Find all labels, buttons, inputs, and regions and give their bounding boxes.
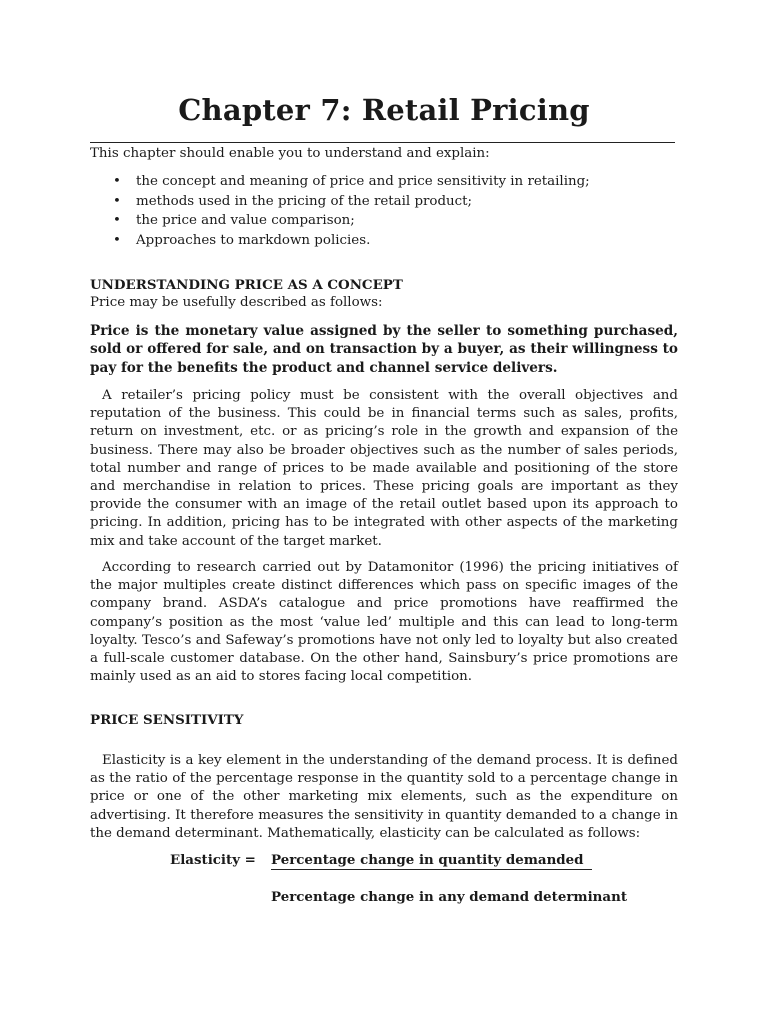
formula-numerator [271, 852, 592, 868]
section-lead-text: Price may be usefully described as follows: [90, 295, 383, 310]
objectives-list [90, 173, 678, 251]
elasticity-paragraph: Elasticity is a key element in the understanding of the demand process. It is defined as the ratio of the percentage response in the quantity sold to a percentage change in price or one of the other marketing mix elements, such as the expenditure on advertising. It therefore measures the sensitivity in quantity demanded to a change in the demand determinant. Mathematically, elasticity can be calculated as follows: [90, 753, 678, 841]
objective-item: • Approaches to markdown policies. [90, 232, 678, 252]
pricing-policy-paragraph: A retailer’s pricing policy must be consistent with the overall objectives and reputation of the business. This could be in financial terms such as sales, profits, return on investment, etc. or as pricing’s role in the growth and expansion of the business. There may also be broader objectives such as the number of sales periods, total number and range of prices to be made available and positioning of the store and merchandise in relation to prices. These pricing goals are important as they provide the consumer with an image of the retail outlet based upon its approach to pricing. In addition, pricing has to be integrated with other aspects of the marketing mix and take account of the target market. [90, 388, 678, 549]
datamonitor-paragraph: According to research carried out by Datamonitor (1996) the pricing initiatives of the major multiples create distinct differences which pass on specific images of the company brand. ASDA’s catalogue and price promotions have reaffirmed the company’s position as the most ‘value led’ multiple and this can lead to long-term loyalty. Tesco’s and Safeway’s promotions have not only led to loyalty but also created a full-scale customer database. On the other hand, Sainsbury’s price promotions are mainly used as an aid to stores facing local competition. [90, 560, 678, 685]
section-heading-price-concept: UNDERSTANDING PRICE AS A CONCEPT [90, 277, 403, 293]
objective-item: • the price and value comparison; [90, 212, 678, 232]
chapter-title: Chapter 7: Retail Pricing [178, 93, 590, 127]
formula-label: Elasticity = [170, 852, 256, 868]
objective-item: • methods used in the pricing of the retail product; [90, 193, 678, 213]
objective-item: • the concept and meaning of price and price sensitivity in retailing; [90, 173, 678, 193]
formula-numerator-text: Percentage change in quantity demanded [271, 852, 592, 870]
price-definition: Price is the monetary value assigned by the seller to something purchased, sold or offered for sale, and on transaction by a buyer, as their willingness to pay for the benefits the product and channel service delivers. [90, 323, 678, 376]
intro-text: This chapter should enable you to understand and explain: [90, 146, 490, 161]
section-heading-price-sensitivity: PRICE SENSITIVITY [90, 712, 244, 728]
title-divider [90, 142, 675, 143]
formula-denominator: Percentage change in any demand determinant [271, 889, 628, 905]
